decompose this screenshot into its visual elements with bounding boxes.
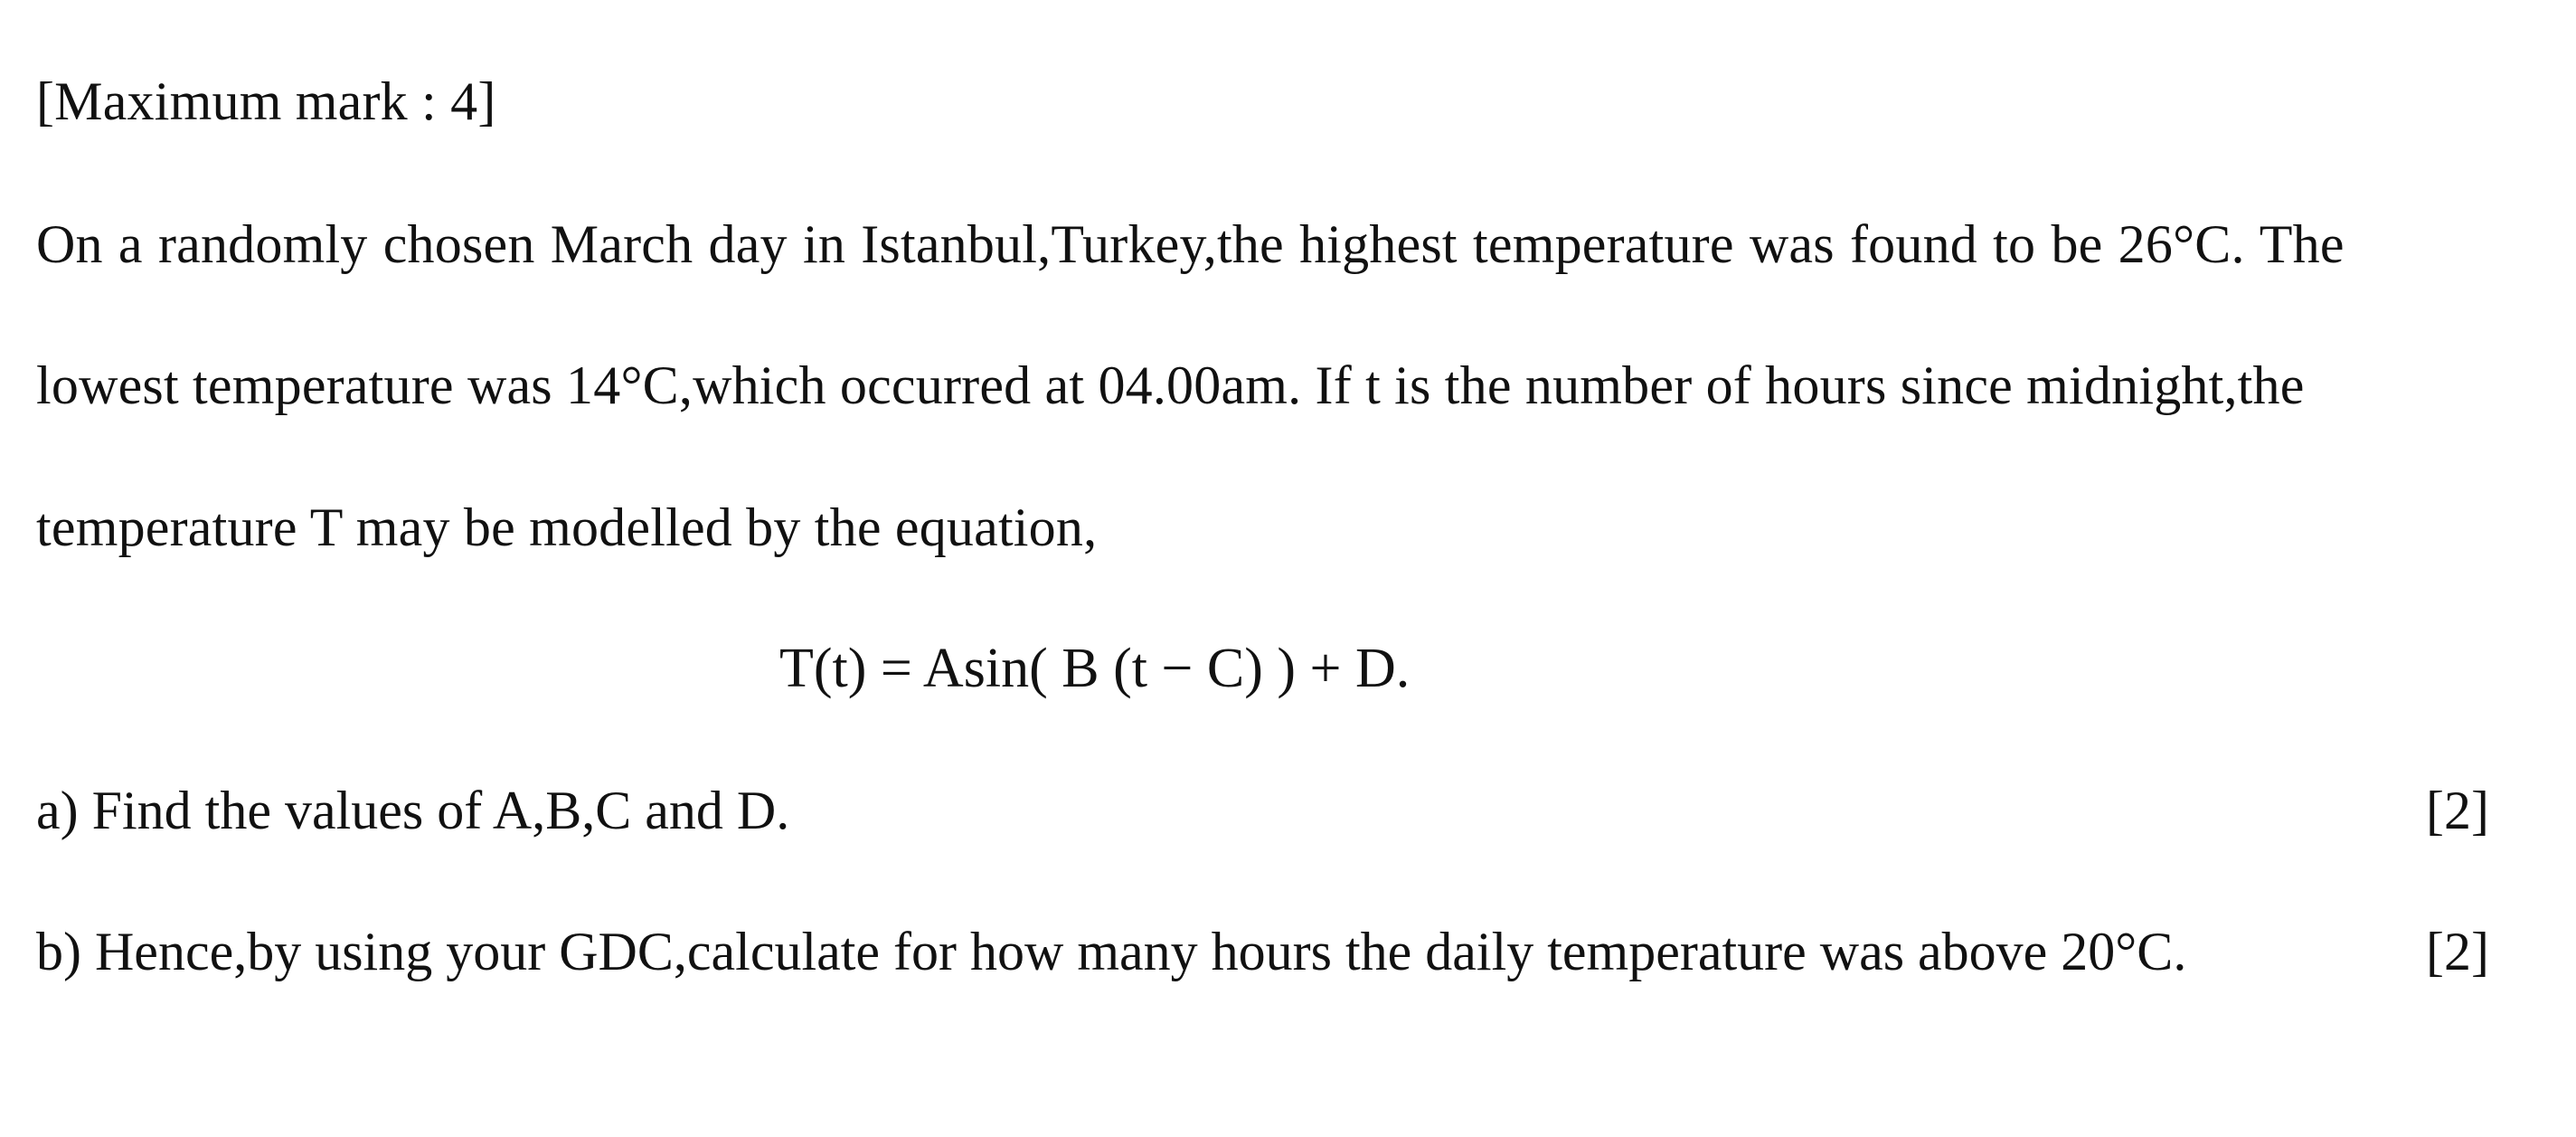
part-a-marks: [2] xyxy=(2426,781,2489,840)
part-a-text: a) Find the values of A,B,C and D. xyxy=(36,781,790,840)
question-text-line-1: On a randomly chosen March day in Istanbul,Turkey,the highest temperature was found to be 26°C. The xyxy=(36,214,2345,274)
part-b xyxy=(36,922,2489,981)
part-b-text: b) Hence,by using your GDC,calculate for how many hours the daily temperature was above 20°C. xyxy=(36,922,2187,981)
part-b-marks: [2] xyxy=(2426,922,2489,981)
model-equation: T(t) = Asin( B (t − C) ) + D. xyxy=(779,638,1411,699)
question-text-line-2: lowest temperature was 14°C,which occurred at 04.00am. If t is the number of hours since midnight,the xyxy=(36,355,2305,415)
part-a xyxy=(36,781,2489,840)
question-text-line-3: temperature T may be modelled by the equation, xyxy=(36,497,1098,557)
maximum-mark-label: [Maximum mark : 4] xyxy=(36,71,496,131)
